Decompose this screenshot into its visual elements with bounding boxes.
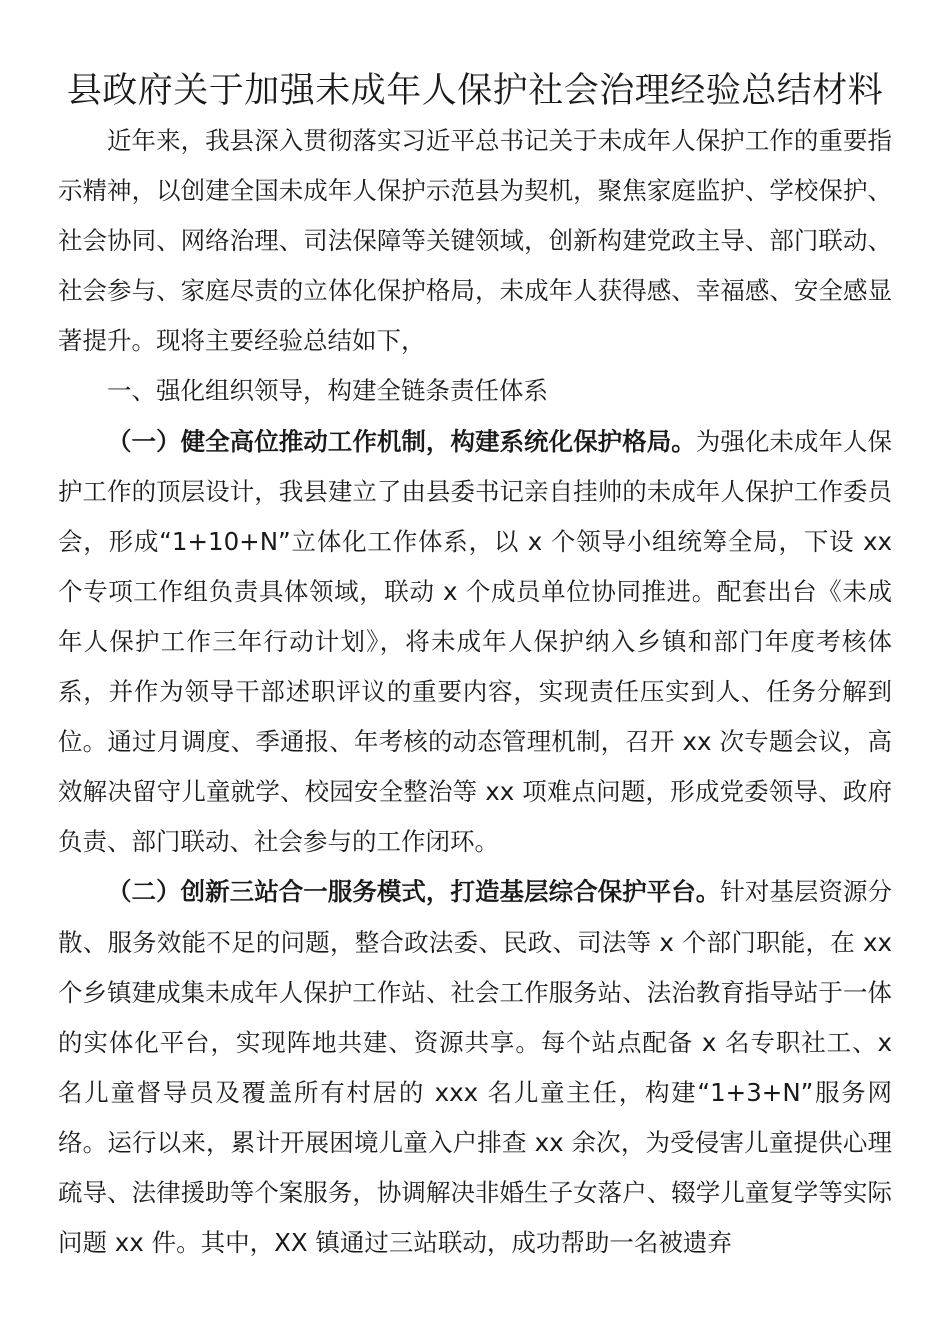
intro-paragraph: 近年来，我县深入贯彻落实习近平总书记关于未成年人保护工作的重要指示精神，以创建全国未成年人保护示范县为契机，聚焦家庭监护、学校保护、社会协同、网络治理、司法保障等关键领域，创新构建党政主导、部门联动、社会参与、家庭尽责的立体化保护格局，未成年人获得感、幸福感、安全感显著提升。现将主要经验总结如下， [58,126,892,356]
subsection-text-2: 针对基层资源分散、服务效能不足的问题，整合政法委、民政、司法等 x 个部门职能，在 xx 个乡镇建成集未成年人保护工作站、社会工作服务站、法治教育指导站于一体的实体化平台，实现阵地共建、资源共享。每个站点配备 x 名专职社工、x 名儿童督导员及覆盖所有村居的 xxx 名儿童主任，构建“1+3+N”服务网络。运行以来，累计开展困境儿童入户排查 xx 余次，为受侵害儿童提供心理疏导、法律援助等个案服务，协调解决非婚生子女落户、辍学儿童复学等实际问题 xx 件。其中，XX 镇通过三站联动，成功帮助一名被遗弃 [58,877,893,1258]
document-title: 县政府关于加强未成年人保护社会治理经验总结材料 [66,71,884,111]
subsection-paragraph-2 [58,867,892,1268]
subsection-lead-2: （二）创新三站合一服务模式，打造基层综合保护平台。 [107,877,721,907]
section-heading-1: 一、强化组织领导，构建全链条责任体系 [107,376,548,406]
document-body [58,116,892,1268]
subsection-text-1: 为强化未成年人保护工作的顶层设计，我县建立了由县委书记亲自挂帅的未成年人保护工作委员会，形成“1+10+N”立体化工作体系，以 x 个领导小组统筹全局，下设 xx 个专项工作组负责具体领域，联动 x 个成员单位协同推进。配套出台《未成年人保护工作三年行动计划》，将未成年人保护纳入乡镇和部门年度考核体系，并作为领导干部述职评议的重要内容，实现责任压实到人、任务分解到位。通过月调度、季通报、年考核的动态管理机制，召开 xx 次专题会议，高效解决留守儿童就学、校园安全整治等 xx 项难点问题，形成党委领导、政府负责、部门联动、社会参与的工作闭环。 [58,426,893,857]
subsection-paragraph-1 [58,417,892,868]
subsection-lead-1: （一）健全高位推动工作机制，构建系统化保护格局。 [107,426,696,456]
